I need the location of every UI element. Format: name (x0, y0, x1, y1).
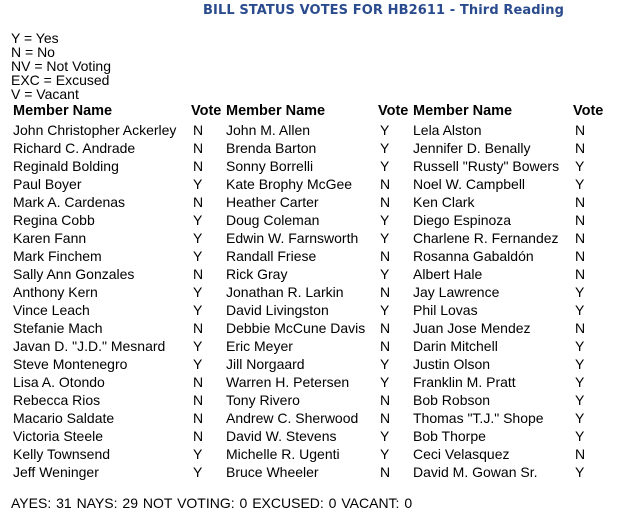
member-name-cell: Darin Mitchell (413, 338, 498, 354)
vote-summary (11, 495, 412, 511)
vote-cell: Y (575, 428, 585, 444)
member-name-cell: Stefanie Mach (13, 320, 103, 336)
vote-cell: N (380, 410, 391, 426)
table-header-row (11, 102, 611, 121)
summary-not-voting: NOT VOTING: 0 (142, 495, 248, 511)
member-name-cell: Bob Thorpe (413, 428, 486, 444)
vote-cell: N (575, 194, 586, 210)
vote-cell: N (193, 194, 204, 210)
member-name-cell: Warren H. Petersen (226, 374, 350, 390)
member-name-cell: Phil Lovas (413, 302, 478, 318)
vote-cell: N (193, 392, 204, 408)
member-name-cell: Rick Gray (226, 266, 288, 282)
summary-excused: EXCUSED: 0 (252, 495, 337, 511)
summary-nays: NAYS: 29 (76, 495, 138, 511)
table-row (11, 121, 611, 139)
vote-cell: Y (380, 446, 390, 462)
member-name-cell: Thomas "T.J." Shope (413, 410, 544, 426)
member-name-cell: Bruce Wheeler (226, 464, 319, 480)
vote-cell: Y (380, 230, 390, 246)
member-name-cell: Eric Meyer (226, 338, 293, 354)
vote-cell: Y (193, 248, 203, 264)
vote-cell: N (193, 428, 204, 444)
table-row (11, 157, 611, 175)
vote-cell: Y (380, 212, 390, 228)
member-name-cell: Reginald Bolding (13, 158, 119, 174)
vote-cell: N (193, 320, 204, 336)
vote-cell: N (193, 374, 204, 390)
table-row (11, 139, 611, 157)
column-header-vote: Vote (573, 103, 604, 119)
member-name-cell: Javan D. "J.D." Mesnard (13, 338, 166, 354)
member-name-cell: Debbie McCune Davis (226, 320, 366, 336)
vote-cell: N (193, 266, 204, 282)
member-name-cell: Jonathan R. Larkin (226, 284, 344, 300)
member-name-cell: Kate Brophy McGee (226, 176, 353, 192)
member-name-cell: Jennifer D. Benally (413, 140, 531, 156)
table-row (11, 229, 611, 247)
member-name-cell: Lisa A. Otondo (13, 374, 105, 390)
legend-yes: Y = Yes (11, 30, 59, 46)
vote-legend (11, 31, 111, 101)
vote-cell: Y (575, 356, 585, 372)
table-row (11, 373, 611, 391)
vote-cell: Y (380, 302, 390, 318)
vote-cell: N (575, 230, 586, 246)
column-header-member-name: Member Name (13, 103, 113, 119)
vote-cell: N (193, 410, 204, 426)
vote-cell: Y (575, 410, 585, 426)
member-name-cell: Franklin M. Pratt (413, 374, 516, 390)
vote-cell: Y (193, 446, 203, 462)
legend-no: N = No (11, 44, 55, 60)
table-row (11, 283, 611, 301)
vote-cell: Y (380, 428, 390, 444)
member-name-cell: John M. Allen (226, 122, 311, 138)
vote-cell: Y (380, 158, 390, 174)
member-name-cell: Jeff Weninger (13, 464, 99, 480)
vote-cell: N (575, 320, 586, 336)
summary-vacant: VACANT: 0 (341, 495, 413, 511)
member-name-cell: Tony Rivero (226, 392, 300, 408)
legend-vacant: V = Vacant (11, 86, 79, 102)
vote-cell: Y (575, 392, 585, 408)
vote-cell: N (380, 284, 391, 300)
vote-cell: N (380, 194, 391, 210)
member-name-cell: Mark A. Cardenas (13, 194, 126, 210)
member-name-cell: Brenda Barton (226, 140, 317, 156)
vote-cell: Y (575, 176, 585, 192)
member-name-cell: Rosanna Gabaldón (413, 248, 534, 264)
vote-cell: N (575, 212, 586, 228)
vote-cell: Y (575, 338, 585, 354)
vote-cell: Y (575, 284, 585, 300)
table-row (11, 319, 611, 337)
vote-cell: Y (380, 374, 390, 390)
table-row (11, 301, 611, 319)
member-name-cell: Ken Clark (413, 194, 475, 210)
vote-cell: N (380, 320, 391, 336)
member-name-cell: Bob Robson (413, 392, 491, 408)
member-name-cell: Juan Jose Mendez (413, 320, 531, 336)
member-name-cell: Edwin W. Farnsworth (226, 230, 359, 246)
vote-cell: Y (193, 212, 203, 228)
column-header-member-name: Member Name (226, 103, 326, 119)
member-name-cell: Lela Alston (413, 122, 482, 138)
vote-cell: N (380, 392, 391, 408)
column-header-vote: Vote (378, 103, 409, 119)
vote-cell: N (193, 140, 204, 156)
member-name-cell: Doug Coleman (226, 212, 320, 228)
table-row (11, 175, 611, 193)
vote-cell: N (575, 446, 586, 462)
vote-cell: N (380, 248, 391, 264)
member-name-cell: Victoria Steele (13, 428, 104, 444)
table-row (11, 355, 611, 373)
member-name-cell: Paul Boyer (13, 176, 82, 192)
member-name-cell: Sally Ann Gonzales (13, 266, 135, 282)
page-title: BILL STATUS VOTES FOR HB2611 - Third Reading (203, 3, 564, 18)
member-name-cell: Andrew C. Sherwood (226, 410, 359, 426)
table-row (11, 427, 611, 445)
member-name-cell: Kelly Townsend (13, 446, 111, 462)
vote-cell: N (193, 158, 204, 174)
table-row (11, 247, 611, 265)
member-name-cell: Vince Leach (13, 302, 90, 318)
vote-cell: Y (193, 176, 203, 192)
member-name-cell: Rebecca Rios (13, 392, 101, 408)
vote-cell: N (380, 338, 391, 354)
legend-not-voting: NV = Not Voting (11, 58, 112, 74)
member-name-cell: Anthony Kern (13, 284, 98, 300)
member-name-cell: Justin Olson (413, 356, 491, 372)
member-name-cell: Macario Saldate (13, 410, 115, 426)
vote-cell: Y (575, 374, 585, 390)
table-row (11, 409, 611, 427)
column-header-vote: Vote (191, 103, 222, 119)
member-name-cell: Charlene R. Fernandez (413, 230, 559, 246)
member-name-cell: Michelle R. Ugenti (226, 446, 340, 462)
member-name-cell: Diego Espinoza (413, 212, 512, 228)
vote-cell: Y (380, 356, 390, 372)
member-name-cell: Richard C. Andrade (13, 140, 136, 156)
vote-cell: Y (193, 338, 203, 354)
member-name-cell: Regina Cobb (13, 212, 95, 228)
table-row (11, 193, 611, 211)
table-row (11, 211, 611, 229)
vote-cell: N (575, 266, 586, 282)
vote-cell: Y (575, 158, 585, 174)
member-name-cell: Jill Norgaard (226, 356, 305, 372)
vote-cell: Y (193, 284, 203, 300)
member-name-cell: John Christopher Ackerley (13, 122, 177, 138)
member-name-cell: Heather Carter (226, 194, 319, 210)
table-row (11, 337, 611, 355)
member-name-cell: Ceci Velasquez (413, 446, 510, 462)
votes-table (11, 102, 611, 481)
vote-cell: Y (380, 122, 390, 138)
member-name-cell: David Livingston (226, 302, 329, 318)
vote-cell: Y (380, 266, 390, 282)
table-row (11, 445, 611, 463)
vote-cell: N (380, 464, 391, 480)
vote-cell: Y (380, 140, 390, 156)
member-name-cell: Jay Lawrence (413, 284, 500, 300)
table-row (11, 463, 611, 481)
member-name-cell: David W. Stevens (226, 428, 337, 444)
vote-cell: Y (193, 302, 203, 318)
vote-cell: N (575, 122, 586, 138)
vote-cell: Y (575, 464, 585, 480)
column-header-member-name: Member Name (413, 103, 513, 119)
table-row (11, 265, 611, 283)
vote-cell: Y (193, 230, 203, 246)
vote-cell: N (193, 122, 204, 138)
vote-cell: N (575, 140, 586, 156)
table-row (11, 391, 611, 409)
member-name-cell: Noel W. Campbell (413, 176, 526, 192)
vote-cell: N (380, 176, 391, 192)
member-name-cell: Sonny Borrelli (226, 158, 314, 174)
member-name-cell: Albert Hale (413, 266, 483, 282)
member-name-cell: Randall Friese (226, 248, 317, 264)
legend-excused: EXC = Excused (11, 72, 110, 88)
table-body (11, 121, 611, 481)
member-name-cell: Karen Fann (13, 230, 87, 246)
summary-ayes: AYES: 31 (11, 495, 72, 511)
vote-cell: Y (193, 356, 203, 372)
member-name-cell: Mark Finchem (13, 248, 102, 264)
member-name-cell: Steve Montenegro (13, 356, 128, 372)
vote-cell: N (575, 248, 586, 264)
vote-cell: Y (575, 302, 585, 318)
member-name-cell: Russell "Rusty" Bowers (413, 158, 560, 174)
vote-cell: Y (193, 464, 203, 480)
member-name-cell: David M. Gowan Sr. (413, 464, 538, 480)
